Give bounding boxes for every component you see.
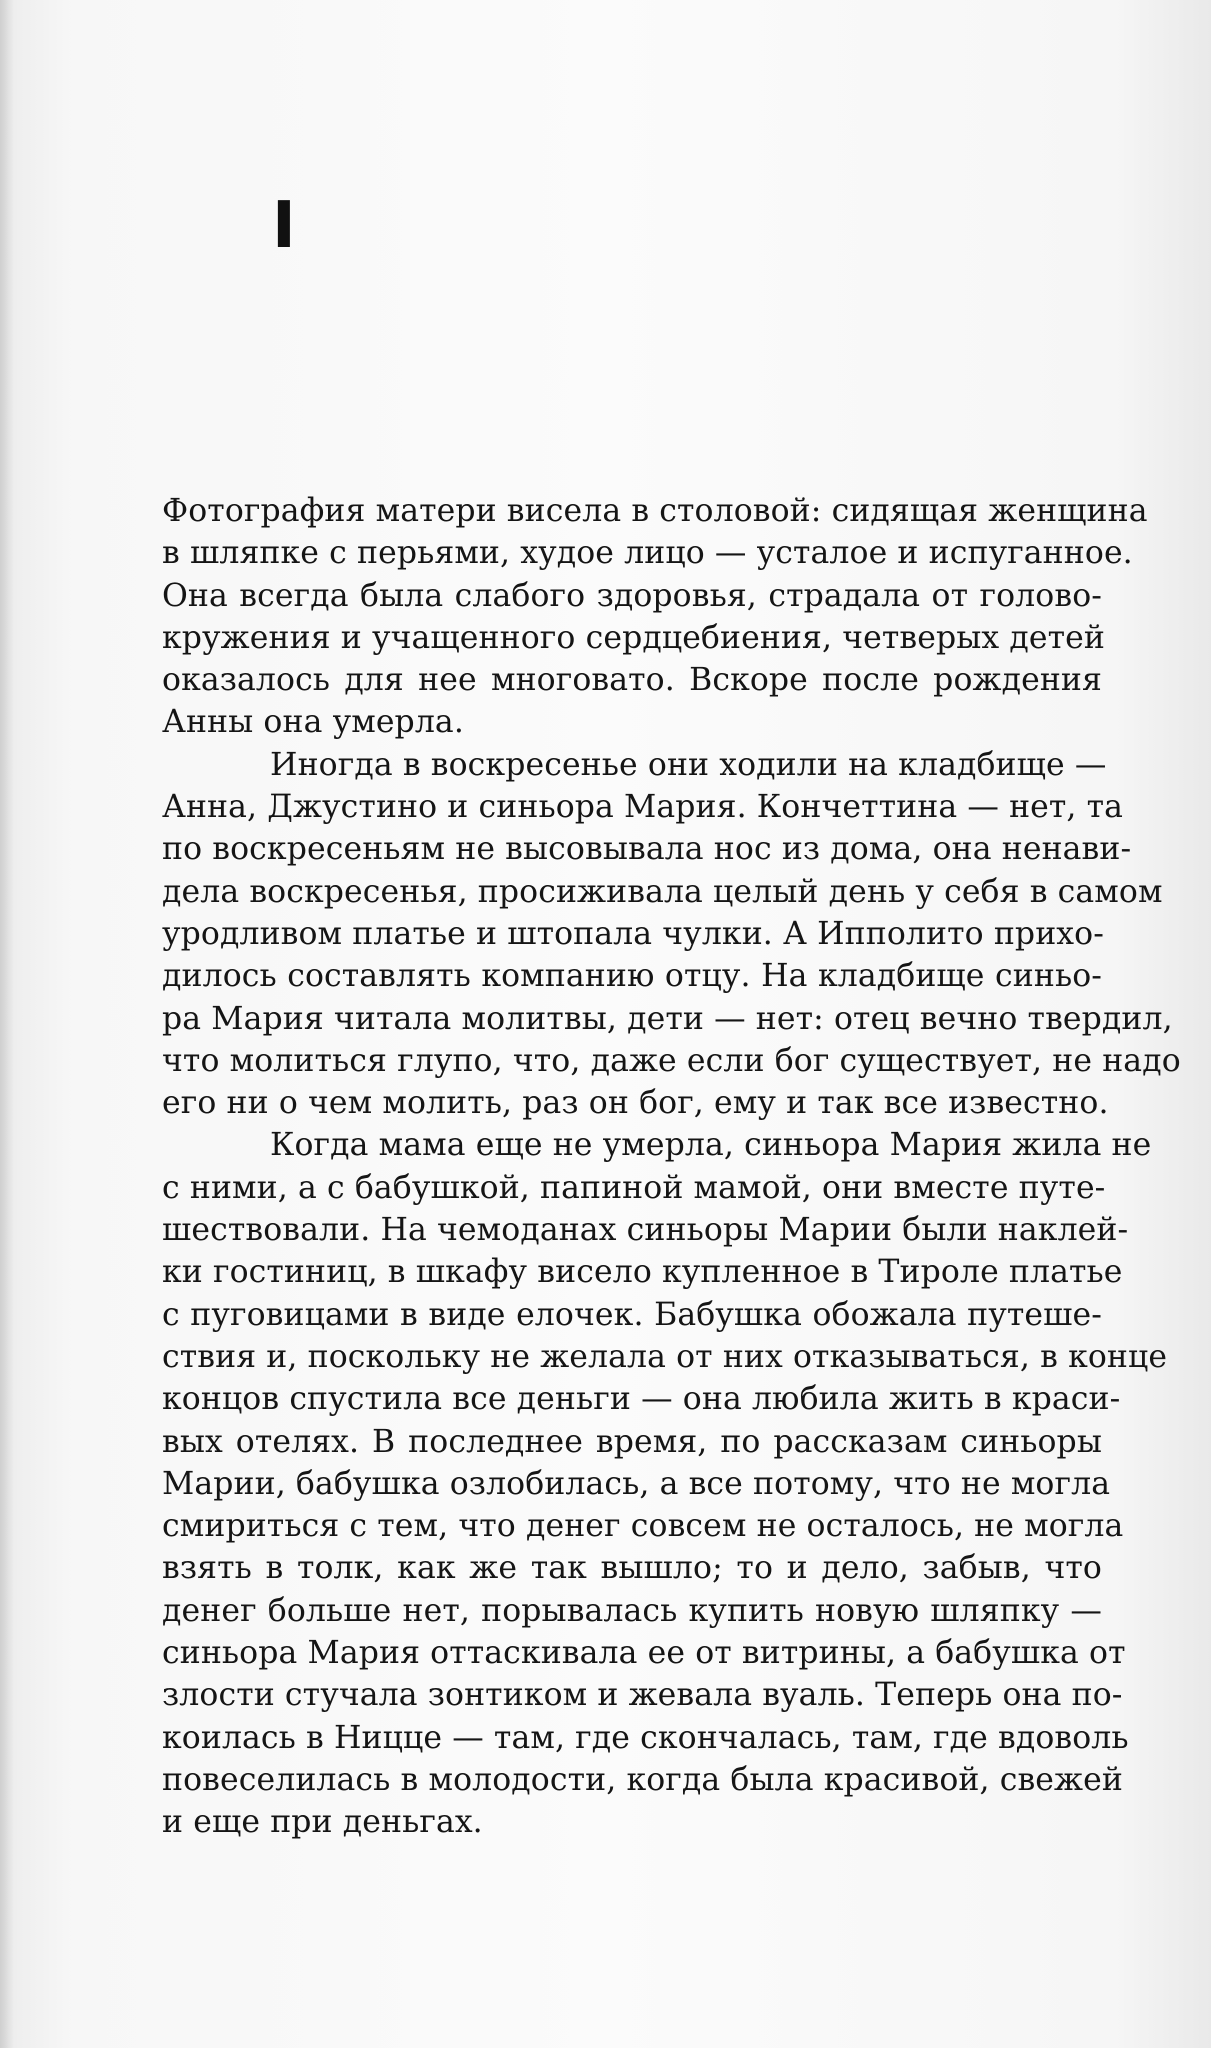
text-line: шествовали. На чемоданах синьоры Марии были наклей- — [162, 1212, 1129, 1249]
text-line: Фотография матери висела в столовой: сидящая женщина — [162, 493, 1148, 529]
text-line: по воскресеньям не высовывала нос из дома, она ненави- — [162, 831, 1132, 868]
text-line: денег больше нет, порывалась купить новую шляпку — — [162, 1592, 1102, 1629]
text-line: вых отелях. В последнее время, по рассказам синьоры — [162, 1423, 1102, 1460]
text-line: и еще при деньгах. — [162, 1804, 483, 1841]
text-line: дилось составлять компанию отцу. На кладбище синьо- — [162, 958, 1102, 995]
text-line: повеселилась в молодости, когда была красивой, свежей — [162, 1761, 1123, 1798]
text-line: Иногда в воскресенье они ходили на кладбище — — [270, 746, 1107, 783]
text-line: Когда мама еще не умерла, синьора Мария жила не — [270, 1127, 1152, 1164]
text-line: Марии, бабушка озлобилась, а все потому, что не могла — [162, 1465, 1111, 1502]
text-line: концов спустила все деньги — она любила жить в краси- — [162, 1381, 1121, 1418]
text-line: его ни о чем молить, раз он бог, ему и так все известно. — [162, 1085, 1109, 1122]
text-line: ствия и, поскольку не желала от них отказываться, в конце — [162, 1338, 1168, 1375]
text-line: оказалось для нее многовато. Вскоре после рождения — [162, 662, 1102, 699]
text-line: синьора Мария оттаскивала ее от витрины, а бабушка от — [162, 1635, 1126, 1672]
text-line: Анны она умерла. — [162, 704, 464, 741]
text-line: ки гостиниц, в шкафу висело купленное в Тироле платье — [162, 1254, 1123, 1291]
text-line: что молиться глупо, что, даже если бог существует, не надо — [162, 1042, 1181, 1079]
text-line: ра Мария читала молитвы, дети — нет: отец вечно твердил, — [162, 1000, 1173, 1037]
text-line: смириться с тем, что денег совсем не осталось, не могла — [162, 1508, 1124, 1545]
text-line: злости стучала зонтиком и жевала вуаль. Теперь она по- — [162, 1677, 1123, 1714]
text-line: кружения и учащенного сердцебиения, четверых детей — [162, 619, 1106, 656]
chapter-number: I — [272, 189, 296, 263]
text-line: коилась в Ницце — там, где скончалась, там, где вдоволь — [162, 1719, 1129, 1756]
text-line: Она всегда была слабого здоровья, страдала от голово- — [162, 577, 1102, 614]
body-text — [162, 490, 1181, 1844]
text-line: уродливом платье и штопала чулки. А Ипполито прихо- — [162, 915, 1104, 952]
page-edge-shadow — [0, 0, 14, 2048]
text-line: с пуговицами в виде елочек. Бабушка обожала путеше- — [162, 1296, 1102, 1333]
text-line: Анна, Джустино и синьора Мария. Кончеттина — нет, та — [162, 789, 1124, 826]
text-line: взять в толк, как же так вышло; то и дело, забыв, что — [162, 1550, 1102, 1587]
text-line: дела воскресенья, просиживала целый день у себя в самом — [162, 873, 1163, 910]
text-line: с ними, а с бабушкой, папиной мамой, они вместе путе- — [162, 1169, 1106, 1206]
text-line: в шляпке с перьями, худое лицо — усталое и испуганное. — [162, 535, 1133, 572]
